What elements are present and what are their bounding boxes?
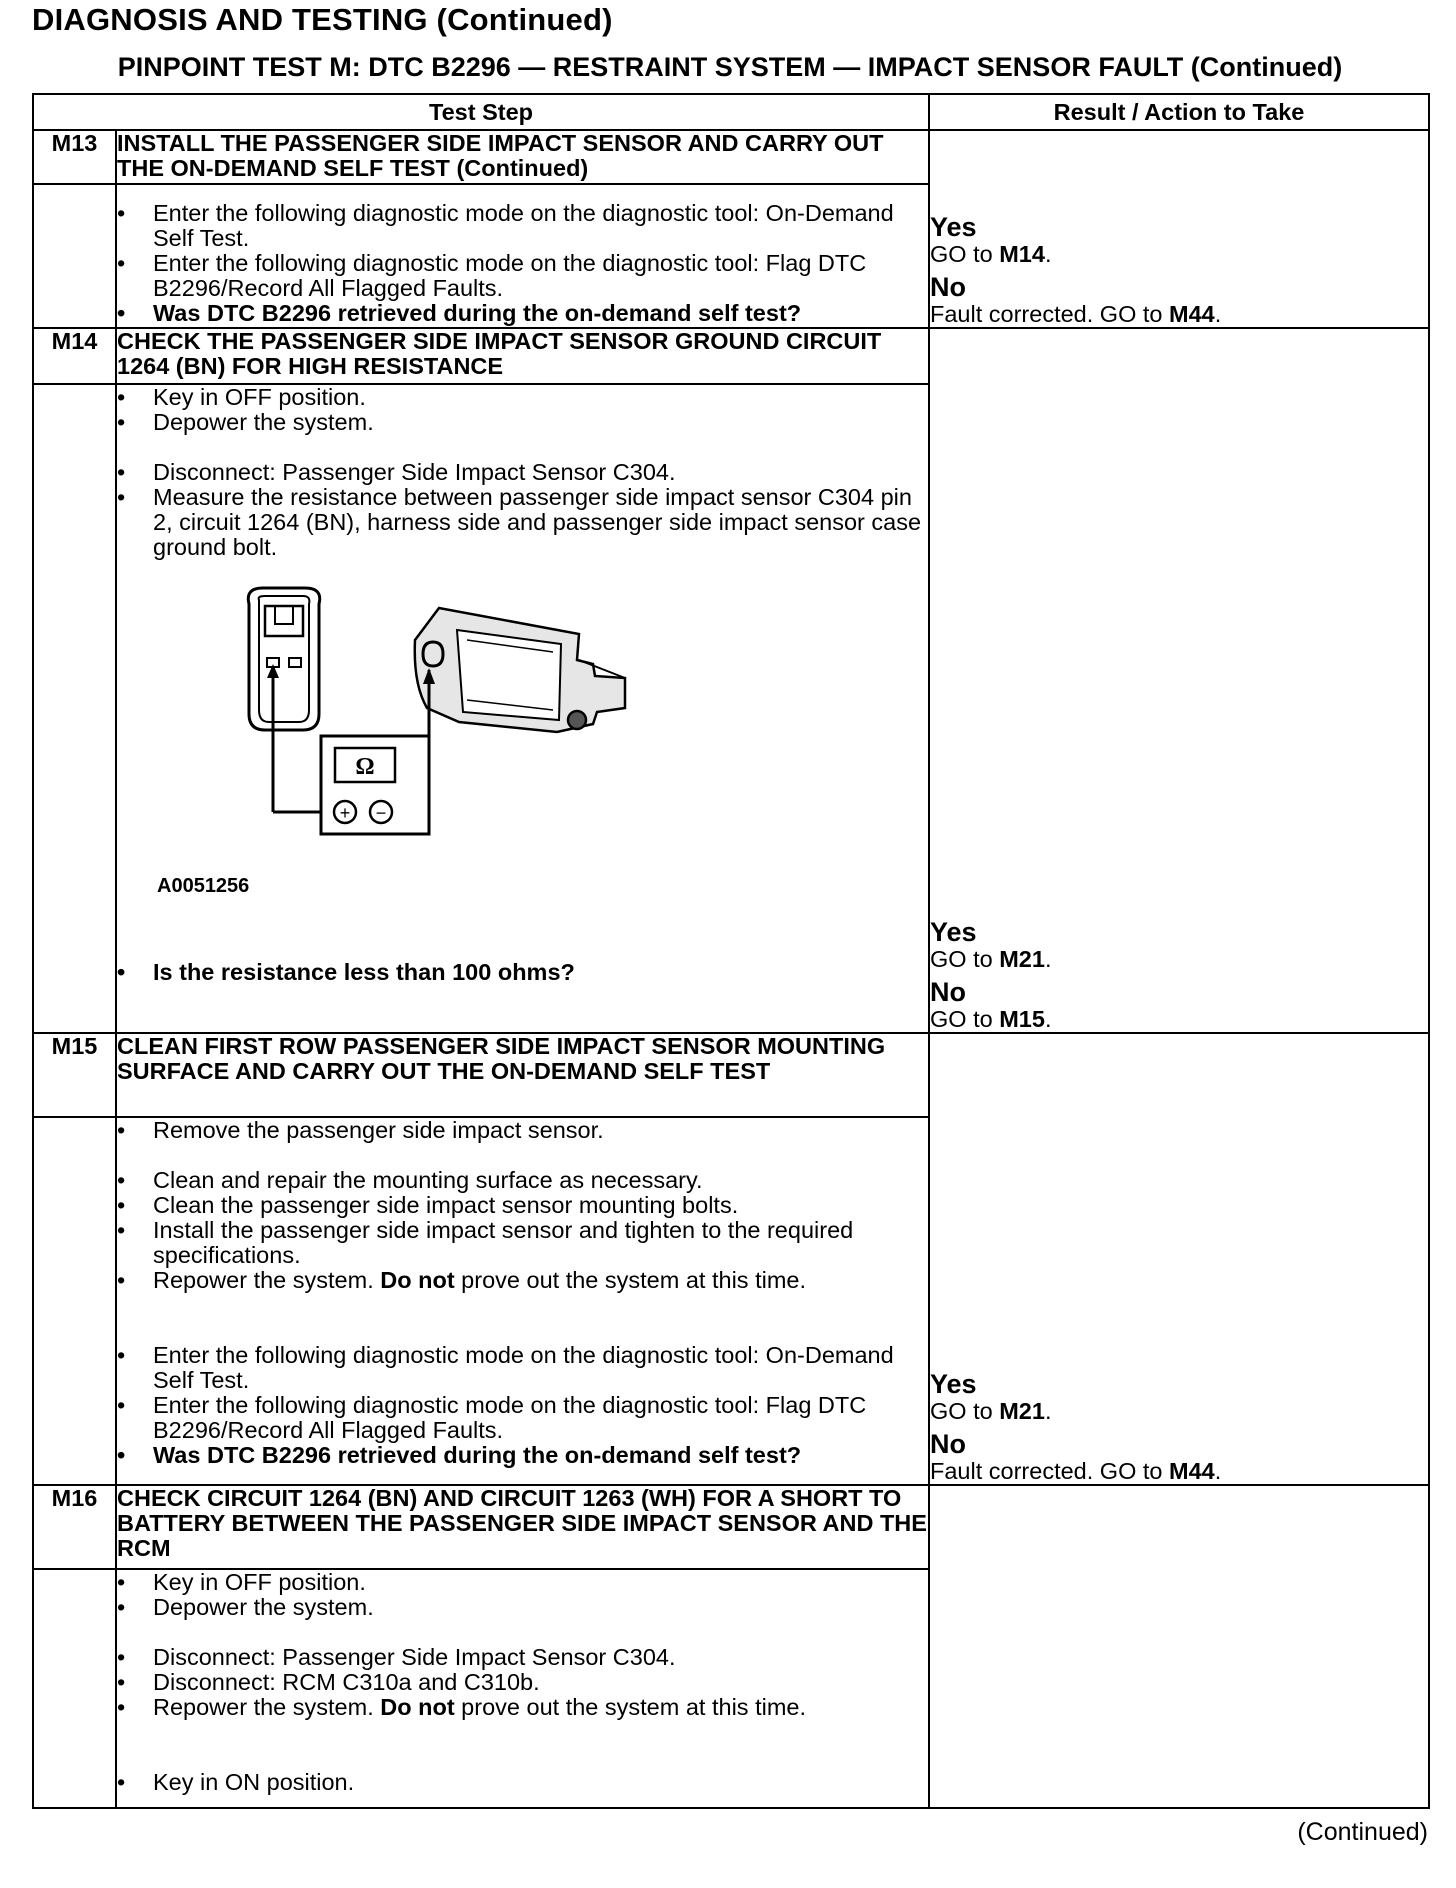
impact-sensor-icon (415, 608, 625, 732)
step-bullet: • Key in ON position. (117, 1770, 928, 1795)
step-body-m15 (116, 1117, 929, 1485)
step-body-m14 (116, 384, 929, 1033)
step-title-m16: CHECK CIRCUIT 1264 (BN) AND CIRCUIT 1263 (WH) FOR A SHORT TO BATTERY BETWEEN THE PASSENGER SIDE IMPACT SENSOR AND THE RCM (116, 1485, 929, 1569)
step-bullet: • Enter the following diagnostic mode on the diagnostic tool: On-Demand Self Test. (117, 1343, 928, 1393)
step-id-spacer (33, 184, 116, 328)
result-m14 (929, 328, 1429, 1033)
result-no-label: No (930, 1428, 966, 1459)
step-bullet: • Clean and repair the mounting surface as necessary. (117, 1168, 928, 1193)
step-bullet: • Install the passenger side impact sensor and tighten to the required specifications. (117, 1218, 928, 1268)
meter-minus-terminal: − (375, 803, 387, 824)
step-title-m15: CLEAN FIRST ROW PASSENGER SIDE IMPACT SENSOR MOUNTING SURFACE AND CARRY OUT THE ON-DEMAND SELF TEST (116, 1033, 929, 1117)
result-no-label: No (930, 271, 966, 302)
step-bullet: • Disconnect: Passenger Side Impact Sensor C304. (117, 460, 928, 485)
result-no-action: Fault corrected. GO to M44. (930, 300, 1222, 327)
result-yes-action: GO to M21. (930, 1397, 1052, 1424)
step-bullet: • Key in OFF position. (117, 385, 928, 410)
result-no-action: GO to M15. (930, 1005, 1052, 1032)
continued-note: (Continued) (1297, 1818, 1428, 1846)
step-question: • Is the resistance less than 100 ohms? (117, 960, 928, 985)
step-title-m13: INSTALL THE PASSENGER SIDE IMPACT SENSOR AND CARRY OUT THE ON-DEMAND SELF TEST (Continued) (116, 130, 929, 184)
step-id-m16: M16 (33, 1485, 116, 1569)
step-id-spacer (33, 384, 116, 1033)
result-yes-action: GO to M14. (930, 240, 1052, 267)
step-title-m14: CHECK THE PASSENGER SIDE IMPACT SENSOR GROUND CIRCUIT 1264 (BN) FOR HIGH RESISTANCE (116, 328, 929, 384)
test-step-table (32, 93, 1430, 1809)
step-bullet: • Enter the following diagnostic mode on the diagnostic tool: Flag DTC B2296/Record All Flagged Faults. (117, 251, 928, 301)
step-bullet: • Remove the passenger side impact sensor. (117, 1118, 928, 1143)
result-m16 (929, 1485, 1429, 1808)
goto-step-link[interactable]: M21 (999, 945, 1045, 972)
pinpoint-test-title: PINPOINT TEST M: DTC B2296 — RESTRAINT SYSTEM — IMPACT SENSOR FAULT (Continued) (117, 52, 1343, 82)
result-yes-label: Yes (930, 211, 977, 242)
header-result: Result / Action to Take (929, 94, 1429, 130)
goto-step-link[interactable]: M14 (999, 240, 1045, 267)
step-bullet: • Measure the resistance between passenger side impact sensor C304 pin 2, circuit 1264 (BN), harness side and passenger side impact sensor case ground bolt. (117, 485, 928, 560)
goto-step-link[interactable]: M44 (1169, 1457, 1215, 1484)
result-yes-label: Yes (930, 916, 977, 947)
goto-step-link[interactable]: M21 (999, 1397, 1045, 1424)
page-heading: DIAGNOSIS AND TESTING (Continued) (32, 2, 613, 37)
result-yes-action: GO to M21. (930, 945, 1052, 972)
step-bullet: • Clean the passenger side impact sensor mounting bolts. (117, 1193, 928, 1218)
step-id-spacer (33, 1117, 116, 1485)
step-bullet: • Enter the following diagnostic mode on the diagnostic tool: Flag DTC B2296/Record All Flagged Faults. (117, 1393, 928, 1443)
resistance-test-illustration (117, 560, 928, 960)
step-bullet: • Repower the system. Do not prove out the system at this time. (117, 1268, 928, 1293)
step-bullet: • Depower the system. (117, 1595, 928, 1620)
meter-plus-terminal: + (339, 803, 351, 824)
step-body-m13 (116, 184, 929, 328)
result-m13 (929, 130, 1429, 328)
step-id-m15: M15 (33, 1033, 116, 1117)
figure-id: A0051256 (157, 875, 250, 898)
step-bullet: • Disconnect: RCM C310a and C310b. (117, 1670, 928, 1695)
ohmmeter-diagram (227, 580, 747, 880)
meter-ohm-symbol: Ω (355, 754, 375, 781)
connector-c304-icon (248, 588, 319, 730)
result-no-action: Fault corrected. GO to M44. (930, 1457, 1222, 1484)
step-bullet: • Repower the system. Do not prove out the system at this time. (117, 1695, 928, 1720)
step-bullet: • Enter the following diagnostic mode on the diagnostic tool: On-Demand Self Test. (117, 201, 928, 251)
header-test-step: Test Step (33, 94, 929, 130)
goto-step-link[interactable]: M44 (1169, 300, 1215, 327)
step-body-m16 (116, 1569, 929, 1808)
goto-step-link[interactable]: M15 (999, 1005, 1045, 1032)
step-bullet: • Key in OFF position. (117, 1570, 928, 1595)
result-m15 (929, 1033, 1429, 1485)
step-id-m14: M14 (33, 328, 116, 384)
step-bullet: • Disconnect: Passenger Side Impact Sensor C304. (117, 1645, 928, 1670)
step-id-m13: M13 (33, 130, 116, 184)
step-bullet: • Depower the system. (117, 410, 928, 435)
result-no-label: No (930, 976, 966, 1007)
step-id-spacer (33, 1569, 116, 1808)
step-question: • Was DTC B2296 retrieved during the on-demand self test? (117, 1443, 928, 1468)
result-yes-label: Yes (930, 1368, 977, 1399)
step-question: • Was DTC B2296 retrieved during the on-demand self test? (117, 301, 928, 326)
